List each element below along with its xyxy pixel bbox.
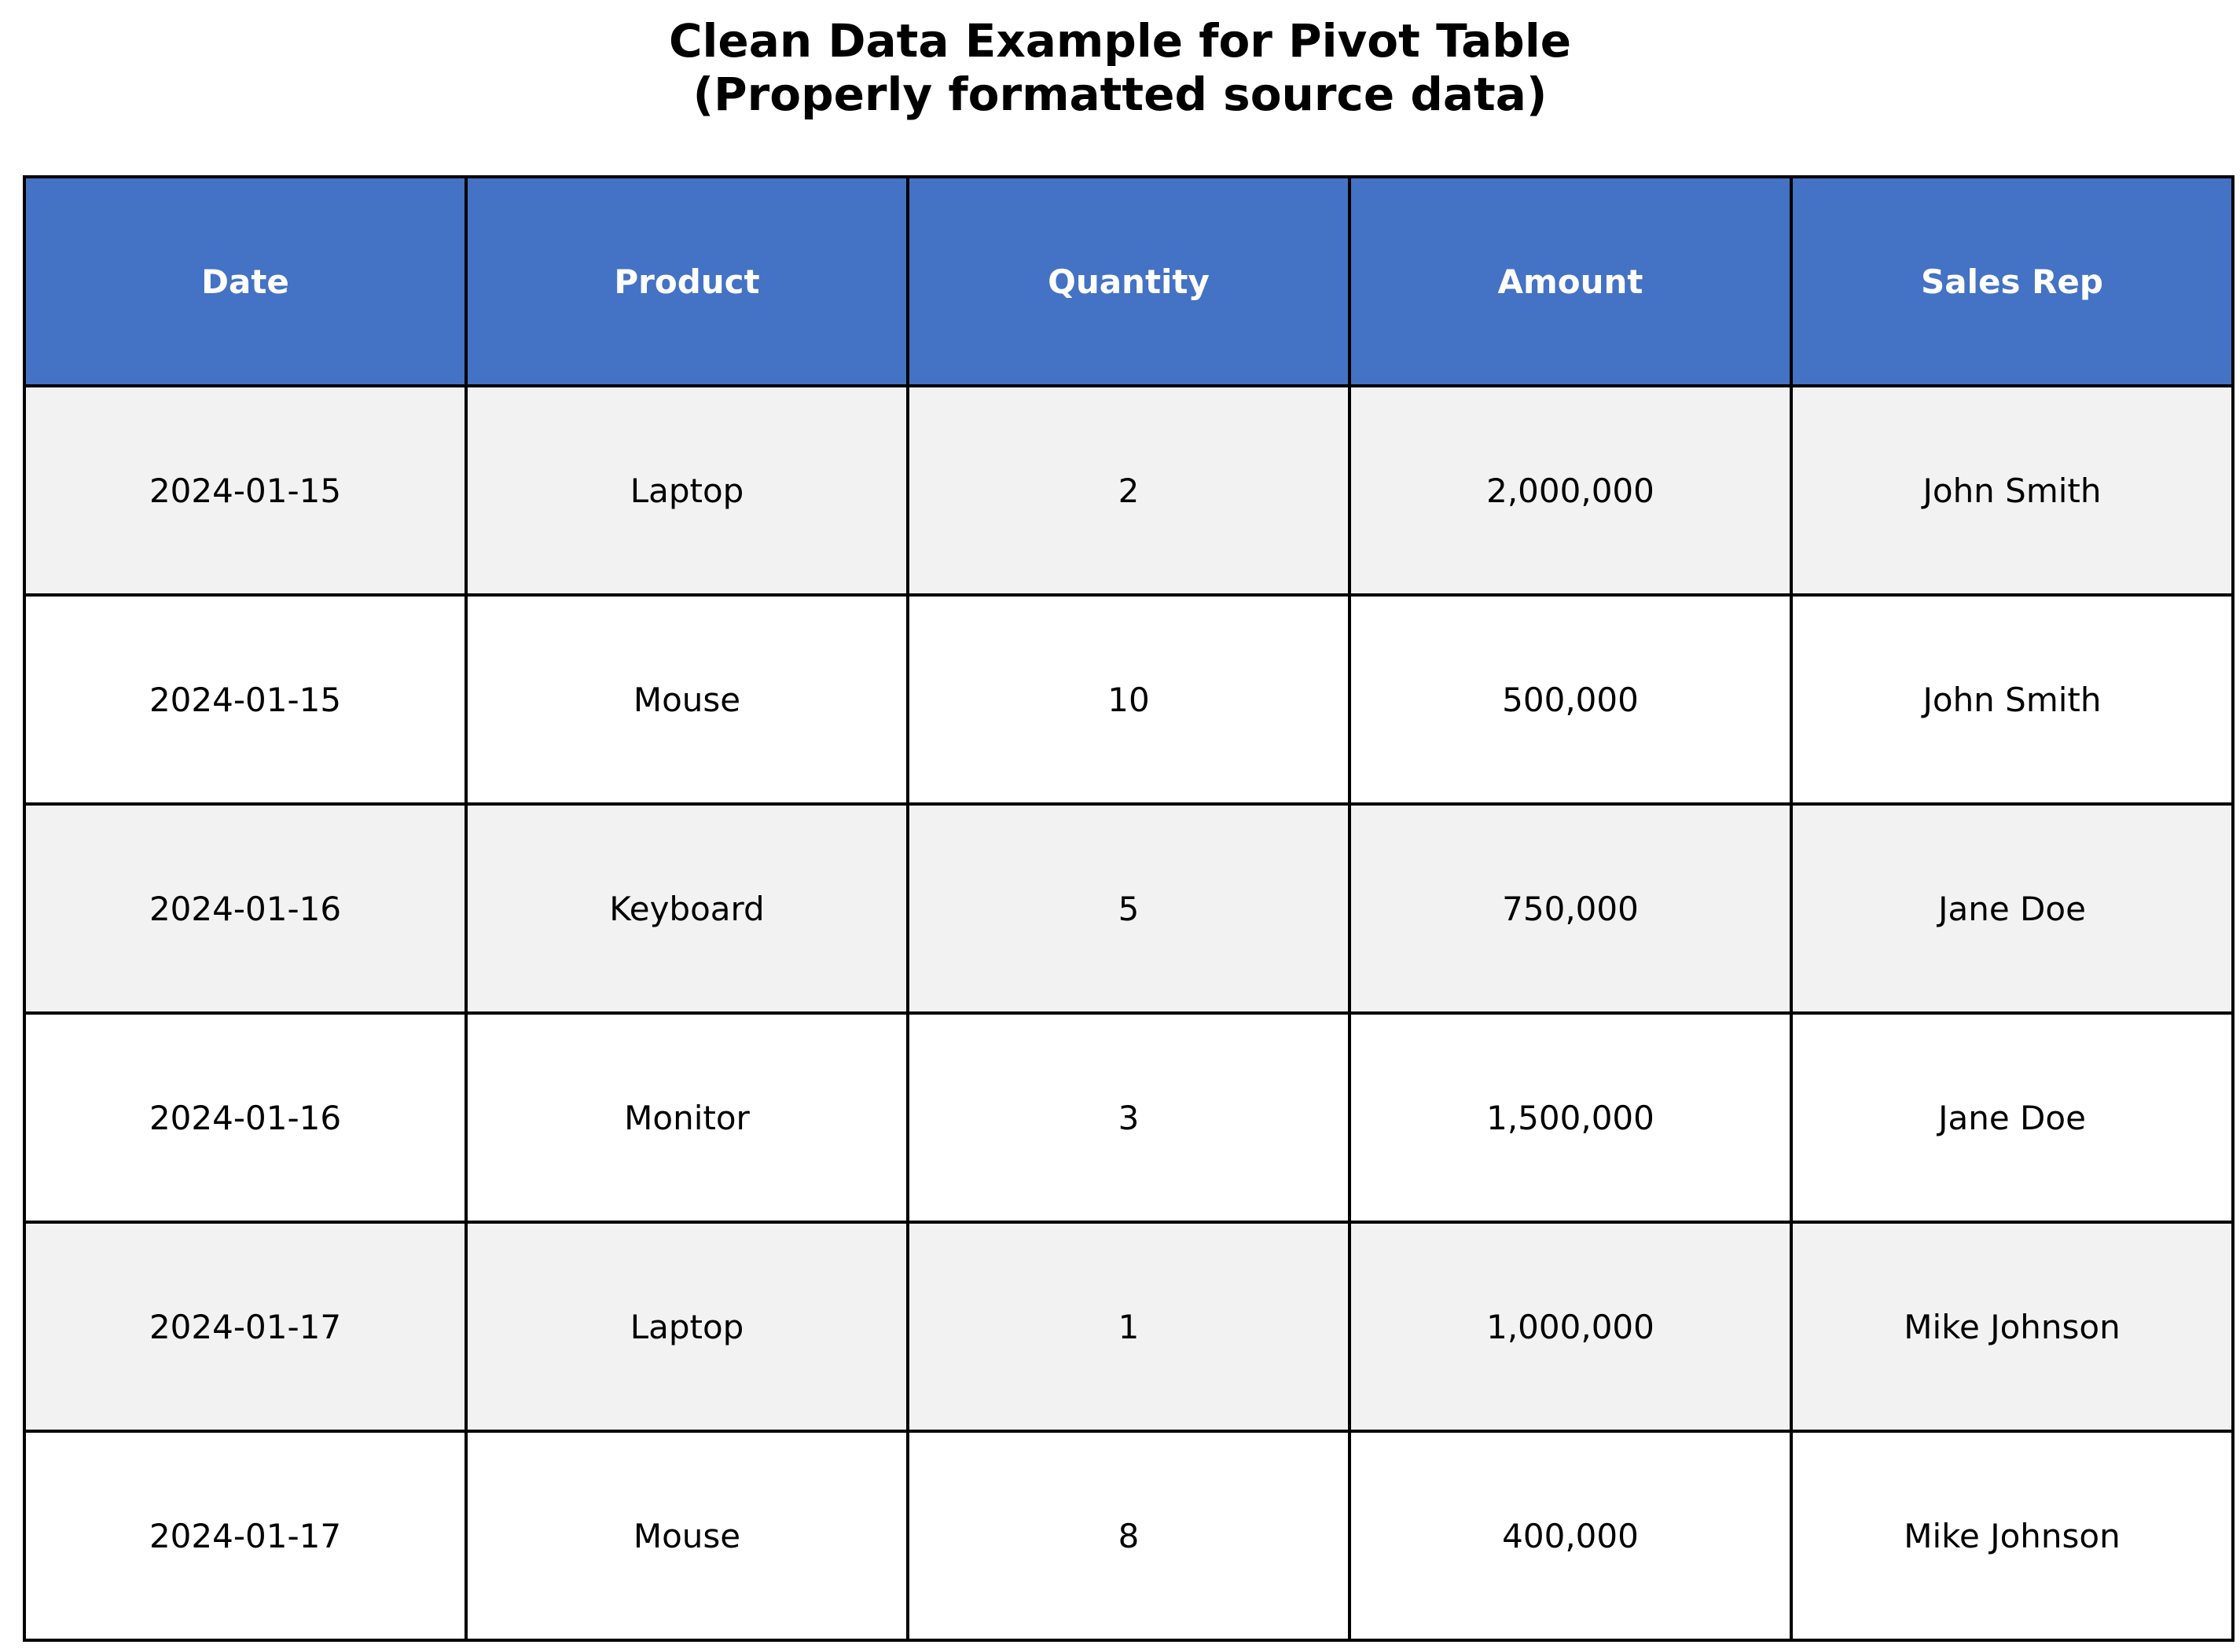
cell-quantity: 10	[908, 595, 1350, 804]
cell-amount: 2,000,000	[1350, 386, 1791, 595]
cell-quantity: 8	[908, 1431, 1350, 1640]
table-container	[23, 175, 2234, 1642]
cell-quantity: 2	[908, 386, 1350, 595]
table-row	[24, 804, 2233, 1013]
cell-date: 2024-01-17	[24, 1431, 466, 1640]
cell-quantity: 3	[908, 1013, 1350, 1222]
column-header-quantity: Quantity	[908, 177, 1350, 386]
column-header-amount: Amount	[1350, 177, 1791, 386]
cell-date: 2024-01-16	[24, 804, 466, 1013]
cell-amount: 750,000	[1350, 804, 1791, 1013]
title-main: Clean Data Example for Pivot Table	[668, 14, 1572, 68]
column-header-product: Product	[466, 177, 908, 386]
table-row	[24, 1222, 2233, 1431]
cell-product: Laptop	[466, 386, 908, 595]
cell-sales-rep: John Smith	[1791, 595, 2233, 804]
cell-amount: 1,500,000	[1350, 1013, 1791, 1222]
cell-sales-rep: Mike Johnson	[1791, 1431, 2233, 1640]
cell-product: Mouse	[466, 595, 908, 804]
cell-date: 2024-01-17	[24, 1222, 466, 1431]
chart-title	[0, 14, 2240, 121]
cell-sales-rep: Jane Doe	[1791, 1013, 2233, 1222]
title-subtitle: (Properly formatted source data)	[692, 68, 1548, 121]
cell-product: Monitor	[466, 1013, 908, 1222]
header-row	[24, 177, 2233, 386]
cell-date: 2024-01-16	[24, 1013, 466, 1222]
cell-date: 2024-01-15	[24, 386, 466, 595]
cell-date: 2024-01-15	[24, 595, 466, 804]
cell-product: Keyboard	[466, 804, 908, 1013]
cell-quantity: 1	[908, 1222, 1350, 1431]
column-header-date: Date	[24, 177, 466, 386]
cell-amount: 400,000	[1350, 1431, 1791, 1640]
table-row	[24, 1013, 2233, 1222]
cell-quantity: 5	[908, 804, 1350, 1013]
table-row	[24, 1431, 2233, 1640]
cell-sales-rep: Mike Johnson	[1791, 1222, 2233, 1431]
table-row	[24, 595, 2233, 804]
cell-amount: 1,000,000	[1350, 1222, 1791, 1431]
cell-sales-rep: Jane Doe	[1791, 804, 2233, 1013]
table-row	[24, 386, 2233, 595]
cell-amount: 500,000	[1350, 595, 1791, 804]
cell-product: Laptop	[466, 1222, 908, 1431]
cell-sales-rep: John Smith	[1791, 386, 2233, 595]
data-table	[23, 175, 2234, 1642]
cell-product: Mouse	[466, 1431, 908, 1640]
column-header-sales-rep: Sales Rep	[1791, 177, 2233, 386]
